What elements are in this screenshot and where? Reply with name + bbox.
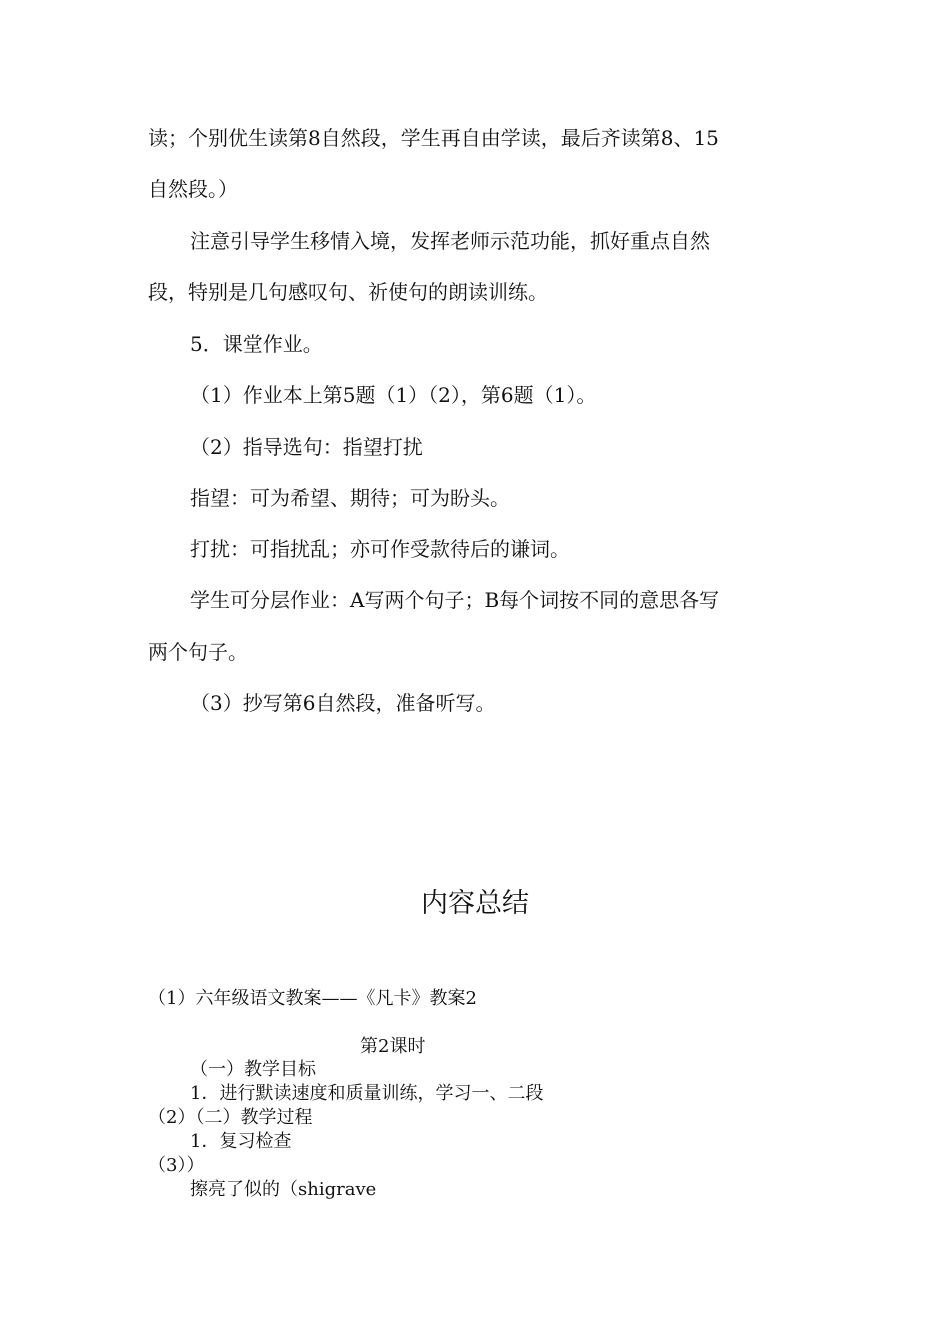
- summary-item: （3））: [148, 1155, 205, 1176]
- summary-item: 1．进行默读速度和质量训练，学习一、二段: [190, 1083, 544, 1104]
- paragraph-line: 打扰：可指扰乱；亦可作受款待后的谦词。: [190, 537, 570, 561]
- summary-subtitle: 第2课时: [360, 1036, 426, 1057]
- summary-item: 擦亮了似的（shigrave: [190, 1179, 377, 1200]
- summary-title: 内容总结: [421, 888, 529, 919]
- list-item: （2）指导选句：指望打扰: [190, 435, 423, 459]
- summary-item: （1）六年级语文教案——《凡卡》教案2: [148, 988, 477, 1009]
- paragraph-line: 两个句子。: [148, 640, 248, 664]
- paragraph-line: 自然段。）: [148, 177, 238, 201]
- summary-item: （2）（二）教学过程: [148, 1107, 313, 1128]
- paragraph-line: 注意引导学生移情入境，发挥老师示范功能，抓好重点自然: [190, 229, 710, 253]
- paragraph-line: 学生可分层作业：A写两个句子；B每个词按不同的意思各写: [190, 588, 720, 612]
- summary-item: （一）教学目标: [190, 1059, 316, 1080]
- section-heading: 5．课堂作业。: [190, 332, 323, 356]
- list-item: （1）作业本上第5题（1）（2），第6题（1）。: [190, 383, 597, 407]
- paragraph-line: 指望：可为希望、期待；可为盼头。: [190, 486, 510, 510]
- list-item: （3）抄写第6自然段，准备听写。: [190, 691, 496, 715]
- summary-item: 1．复习检查: [190, 1131, 292, 1152]
- paragraph-line: 段，特别是几句感叹句、祈使句的朗读训练。: [148, 280, 548, 304]
- paragraph-line: 读；个别优生读第8自然段，学生再自由学读，最后齐读第8、15: [148, 126, 719, 150]
